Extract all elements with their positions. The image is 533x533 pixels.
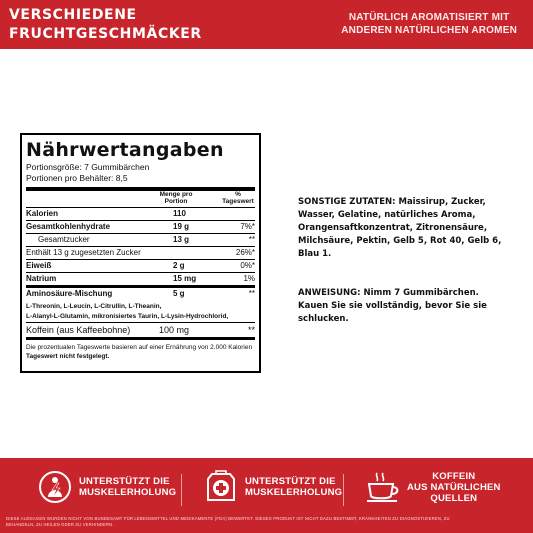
- nutrient-label: Gesamtkohlenhydrate: [26, 222, 111, 231]
- nutrient-label: Kalorien: [26, 209, 59, 218]
- fda-disclaimer-line1: DIESE AUSSAGEN WURDEN NICHT VON BUNDESAMT FÜR LEBENSMITTEL UND MEDIKAMENTE (FDA) BEWERTET. DIESES PRODUKT IST NICHT DAZU BESTIMMT, KRANKHEITEN ZU DIAGNOSTIZIEREN, ZU: [6, 516, 450, 521]
- first-aid-bag-icon: [203, 470, 239, 504]
- badge-natural-caffeine-text: KOFFEIN AUS NATÜRLICHEN QUELLEN: [407, 470, 501, 504]
- nutrient-amount: 13 g: [173, 235, 190, 244]
- coffee-cup-icon: [365, 470, 401, 504]
- nutrient-row: [26, 272, 255, 285]
- nutrient-label: Aminosäure-Mischung: [26, 289, 113, 298]
- nutrient-amount: 110: [173, 209, 186, 218]
- caffeine-daily-value: **: [247, 325, 255, 335]
- serving-size: Portionsgröße: 7 Gummibärchen: [26, 162, 150, 172]
- caffeine-row: [26, 322, 255, 337]
- nutrition-title: Nährwertangaben: [26, 139, 224, 161]
- nutrient-row: [26, 207, 255, 220]
- daily-value-header: % Tageswert: [222, 191, 254, 205]
- nutrient-daily-value: 0%*: [240, 261, 255, 270]
- nutrient-label: Enthält 13 g zugesetzten Zucker: [26, 248, 141, 257]
- nutrient-amount: 15 mg: [173, 274, 197, 283]
- nutrient-daily-value: 7%*: [240, 222, 255, 231]
- natural-flavor-note-line2: ANDEREN NATÜRLICHEN AROMEN: [341, 25, 517, 36]
- nutrient-label: Natrium: [26, 274, 57, 283]
- nutrition-facts-panel: [20, 133, 261, 373]
- badge-natural-caffeine: [365, 470, 501, 504]
- fda-disclaimer: [6, 516, 528, 528]
- servings-per-container: Portionen pro Behälter: 8,5: [26, 173, 128, 183]
- badge-muscle-recovery-2: [203, 470, 342, 504]
- nutrient-row: [26, 220, 255, 233]
- badge-muscle-recovery-1-text: UNTERSTÜTZT DIE MUSKELERHOLUNG: [79, 476, 177, 498]
- nutrient-row: [26, 285, 255, 300]
- fda-disclaimer-line2: BEHANDELN, ZU HEILEN ODER ZU VERHINDERN.: [6, 522, 114, 527]
- badge-divider: [181, 474, 182, 506]
- nutrient-amount: 19 g: [173, 222, 190, 231]
- badge-muscle-recovery-2-text: UNTERSTÜTZT DIE MUSKELERHOLUNG: [245, 476, 343, 498]
- flavor-heading: [9, 6, 202, 44]
- nutrient-daily-value: **: [248, 235, 255, 244]
- nutrient-row: [26, 233, 255, 246]
- directions: ANWEISUNG: Nimm 7 Gummibärchen. Kauen Sie sie vollständig, bevor Sie sie schlucken.: [298, 288, 487, 324]
- amino-acid-list: [26, 300, 255, 322]
- nutrient-row: [26, 246, 255, 259]
- natural-flavor-note: [341, 11, 517, 37]
- nutrition-footnote: [26, 337, 255, 361]
- natural-flavor-note-line1: NATÜRLICH AROMATISIERT MIT: [348, 12, 510, 23]
- other-ingredients: SONSTIGE ZUTATEN: Maissirup, Zucker, Wasser, Gelatine, natürliches Aroma, Orangensaftkonzentrat, Zitronensäure, Milchsäure, Pektin, Gelb 5, Rot 40, Gelb 6, Blau 1.: [298, 197, 502, 259]
- badge-divider: [343, 474, 344, 506]
- caffeine-label: Koffein (aus Kaffeebohne): [26, 325, 131, 335]
- flavor-heading-line1: VERSCHIEDENE: [9, 7, 137, 23]
- amino-acid-list-line1: L-Threonin, L-Leucin, L-Citrullin, L-Theanin,: [26, 303, 162, 310]
- daily-value-footnote: Die prozentualen Tageswerte basieren auf einer Ernährung von 2.000 Kalorien: [26, 344, 253, 351]
- nutrient-label: Eiweiß: [26, 261, 52, 270]
- flavor-heading-line2: FRUCHTGESCHMÄCKER: [9, 26, 202, 42]
- amino-acid-list-line2: L-Alanyl-L-Glutamin, mikronisiertes Taurin, L-Lysin-Hydrochlorid,: [26, 313, 229, 320]
- badge-muscle-recovery-1: [37, 470, 176, 504]
- caffeine-amount: 100 mg: [159, 325, 190, 335]
- nutrient-label: Gesamtzucker: [38, 235, 90, 244]
- amount-per-serving-header: Menge pro Portion: [159, 191, 193, 205]
- nutrient-daily-value: **: [248, 289, 255, 298]
- nutrition-column-headers: [26, 191, 255, 207]
- nutrient-row: [26, 259, 255, 272]
- lightning-person-icon: [37, 470, 73, 504]
- nutrient-amount: 2 g: [173, 261, 185, 270]
- nutrient-daily-value: 1%: [243, 274, 255, 283]
- not-established-footnote: Tageswert nicht festgelegt.: [26, 353, 110, 360]
- nutrient-daily-value: 26%*: [235, 248, 255, 257]
- nutrient-amount: 5 g: [173, 289, 185, 298]
